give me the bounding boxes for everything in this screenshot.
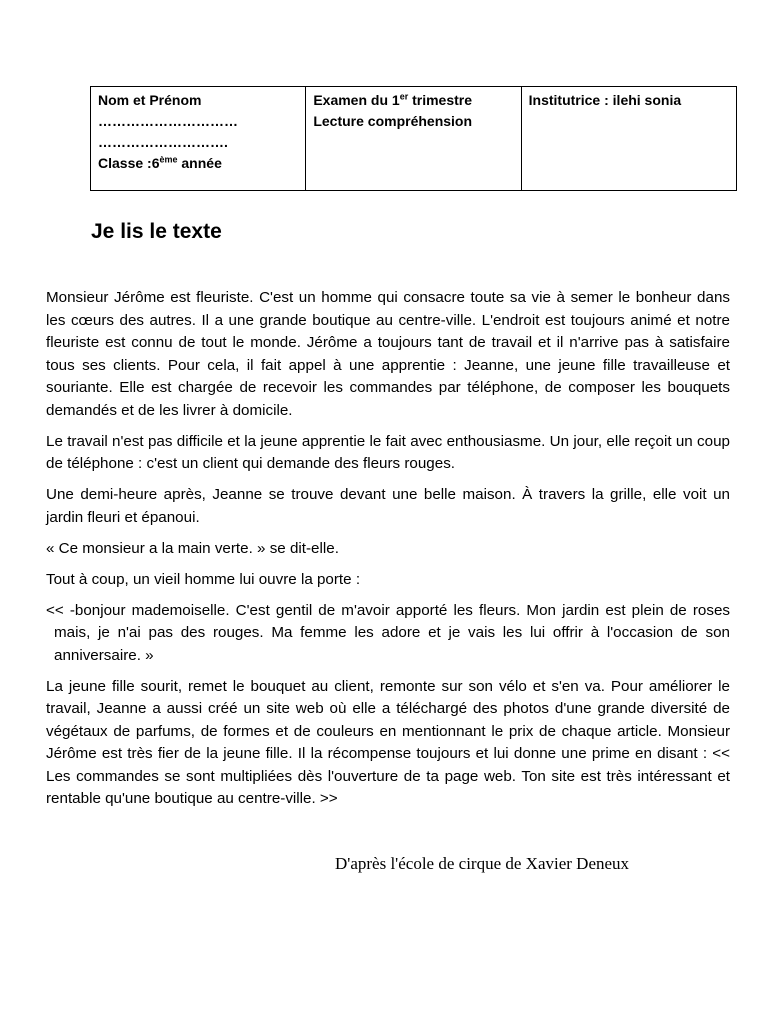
- name-dots-line-1: …………………………: [98, 113, 238, 129]
- page-title: Je lis le texte: [91, 220, 222, 243]
- paragraph-4: « Ce monsieur a la main verte. » se dit-elle.: [46, 539, 339, 557]
- exam-suffix: trimestre: [408, 92, 473, 108]
- class-suffix: année: [177, 155, 222, 171]
- teacher-line: Institutrice : ilehi sonia: [528, 92, 682, 108]
- paragraph-3: Une demi-heure après, Jeanne se trouve devant une belle maison. À travers la grille, elle voit un jardin fleuri et épanoui.: [46, 486, 730, 526]
- paragraph-2: Le travail n'est pas difficile et la jeune apprentie le fait avec enthousiasme. Un jour, elle reçoit un coup de téléphone : c'est un client qui demande des fleurs rouges.: [46, 432, 730, 472]
- teacher-info-cell: [521, 87, 736, 191]
- exam-sup: er: [399, 91, 409, 102]
- name-label: Nom et Prénom: [98, 92, 202, 108]
- paragraph-7: La jeune fille sourit, remet le bouquet au client, remonte sur son vélo et s'en va. Pour améliorer le travail, Jeanne a aussi créé un site web où elle a téléchargé des photos d'une grande diversité de végétaux de parfums, de formes et de couleurs en mentionnant le prix de chaque article. Monsieur Jérôme est très fier de la jeune fille. Il la récompense toujours et lui donne une prime en disant : << Les commandes se sont multipliées dès l'ouverture de ta page web. Ton site est très intéressant et rentable qu'une boutique au centre-ville. >>: [46, 677, 730, 807]
- paragraph-5: Tout à coup, un vieil homme lui ouvre la porte :: [46, 570, 361, 588]
- subject-line: Lecture compréhension: [313, 113, 473, 129]
- name-dots-line-2: ……………………….: [98, 134, 228, 150]
- student-info-cell: [91, 87, 306, 191]
- paragraph-6: << -bonjour mademoiselle. C'est gentil de m'avoir apporté les fleurs. Mon jardin est plein de roses mais, je n'ai pas des rouges. Ma femme les adore et je vais les lui offrir à l'occasion de son anniversaire. »: [46, 601, 730, 664]
- class-line: [98, 153, 298, 174]
- header-table: [90, 86, 737, 191]
- class-sup: ème: [159, 154, 178, 165]
- paragraph-1: Monsieur Jérôme est fleuriste. C'est un homme qui consacre toute sa vie à semer le bonheur dans les cœurs des autres. Il a une grande boutique au centre-ville. L'endroit est toujours animé et notre fleuriste est connu de tout le monde. Jérôme a toujours tant de travail et il n'arrive pas à satisfaire tous ses clients. Pour cela, il fait appel à une apprentie : Jeanne, une jeune fille travailleuse et souriante. Elle est chargée de recevoir les commandes par téléphone, de composer les bouquets demandés et de les livrer à domicile.: [46, 289, 730, 419]
- exam-info-cell: [306, 87, 521, 191]
- reading-text: [46, 287, 730, 819]
- exam-prefix: Examen du 1: [313, 92, 400, 108]
- exam-line: [313, 90, 513, 111]
- header-row: [91, 87, 737, 191]
- source-citation: D'après l'école de cirque de Xavier Deneux: [335, 854, 630, 873]
- class-prefix: Classe :6: [98, 155, 160, 171]
